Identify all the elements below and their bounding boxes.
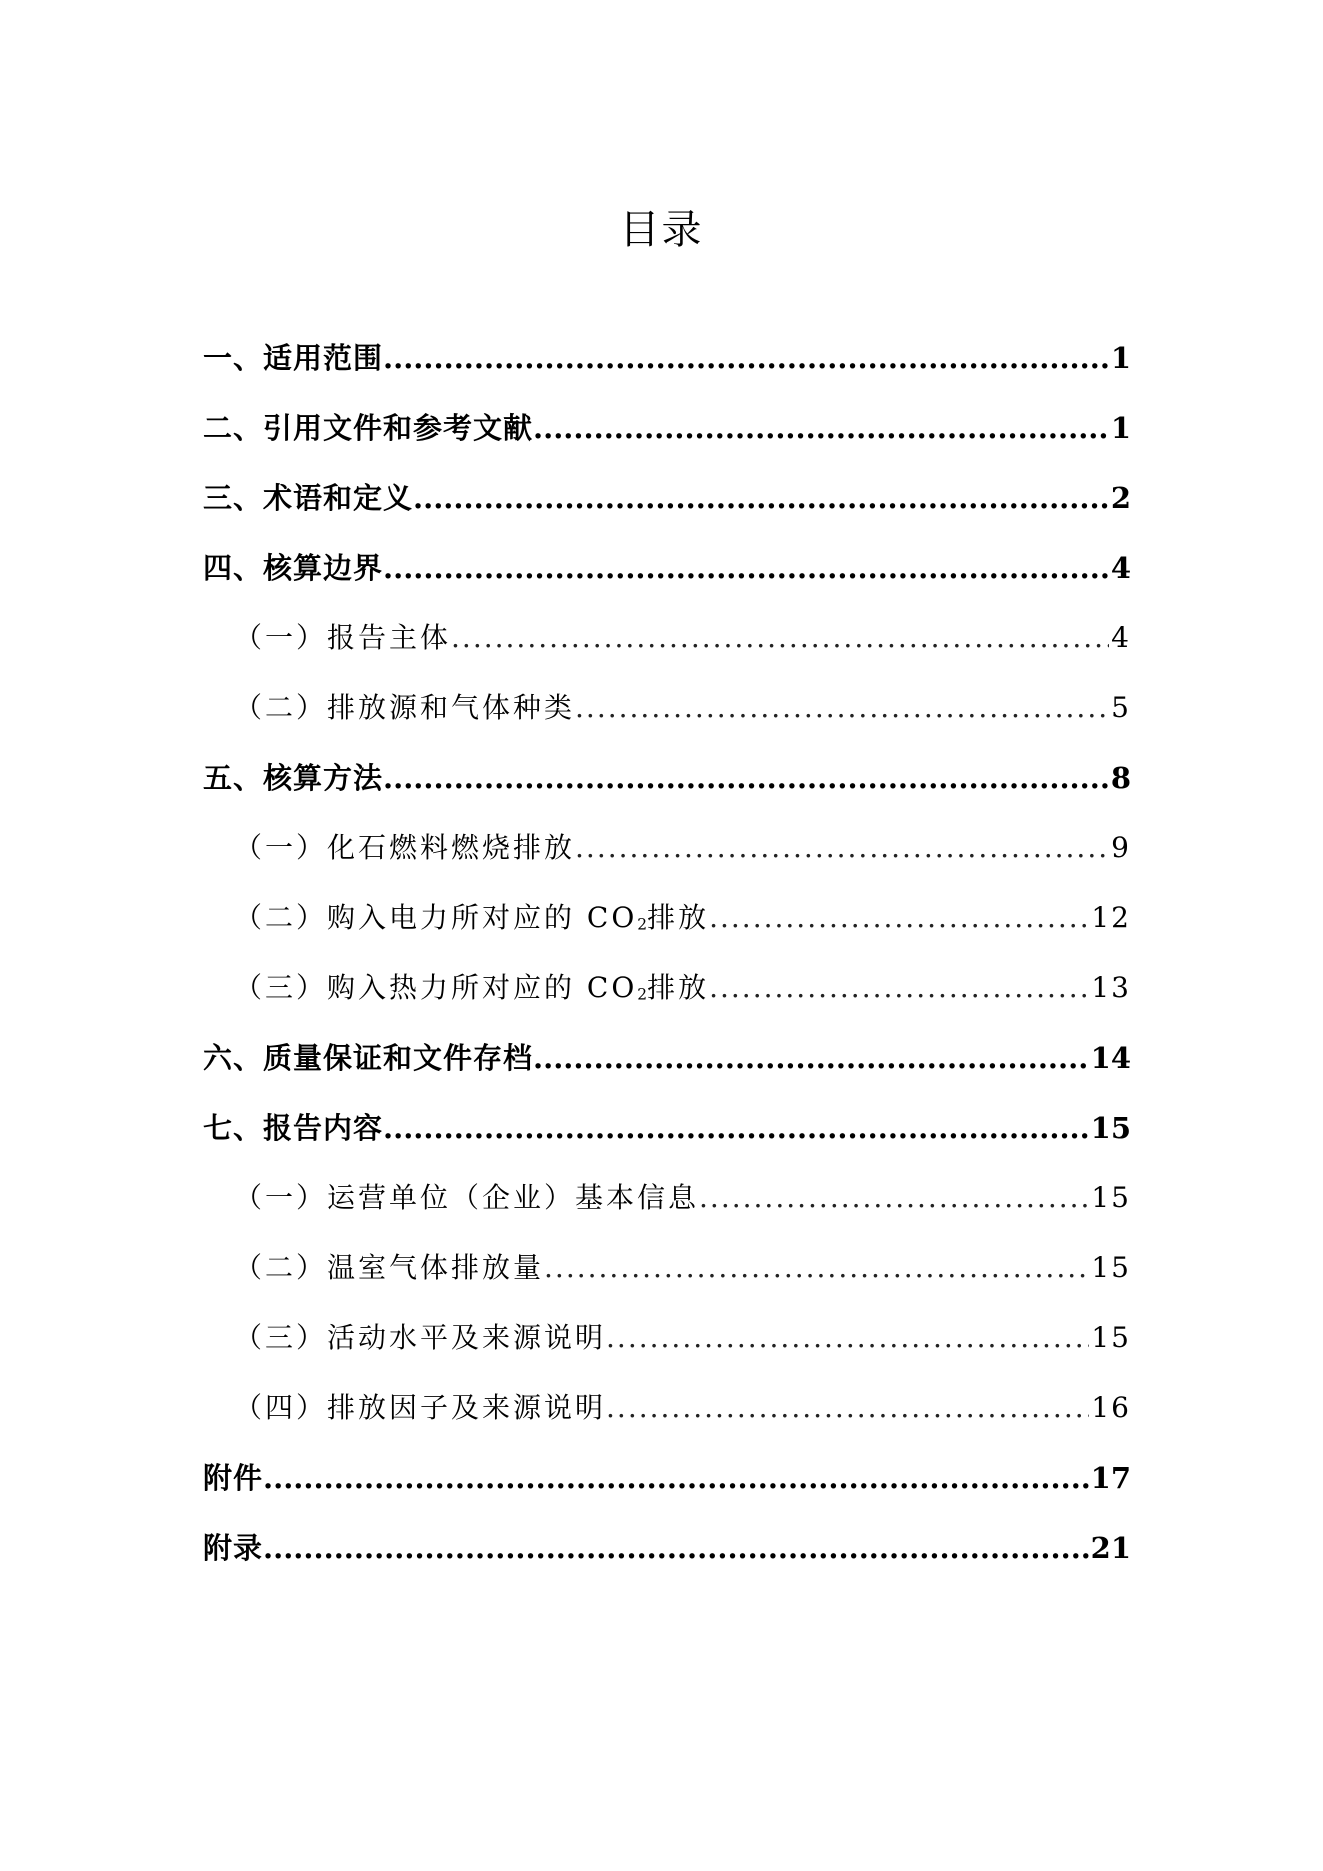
toc-page-number: 15 — [1091, 1251, 1131, 1284]
toc-dot-leader — [606, 1303, 1089, 1373]
toc-page-number: 4 — [1110, 551, 1131, 585]
toc-entry-report-content[interactable] — [203, 1093, 1131, 1163]
toc-entry-ghg-emissions[interactable] — [203, 1233, 1131, 1303]
toc-dot-leader — [575, 673, 1109, 743]
toc-entry-label: （二）温室气体排放量 — [234, 1251, 545, 1284]
toc-entry-label: （一）运营单位（企业）基本信息 — [234, 1181, 700, 1214]
toc-entry-attachments[interactable] — [203, 1443, 1131, 1513]
toc-entry-label: （一）化石燃料燃烧排放 — [234, 831, 576, 864]
toc-page-number: 1 — [1110, 341, 1131, 375]
toc-entry-reporting-entity[interactable] — [203, 603, 1131, 673]
toc-entry-label: 附录 — [203, 1531, 264, 1565]
toc-page-number: 9 — [1111, 831, 1131, 864]
toc-dot-leader — [533, 1023, 1089, 1093]
page-title: 目录 — [619, 207, 704, 253]
toc-entry-label: （四）排放因子及来源说明 — [234, 1391, 607, 1424]
toc-entry-label: （三）活动水平及来源说明 — [234, 1321, 607, 1354]
table-of-contents — [203, 323, 1131, 1583]
toc-page-number: 2 — [1110, 481, 1131, 515]
toc-dot-leader — [383, 533, 1109, 603]
toc-page-number: 8 — [1110, 761, 1131, 795]
toc-label-subscript: 2 — [637, 985, 648, 1004]
toc-entry-emission-factors[interactable] — [203, 1373, 1131, 1443]
toc-dot-leader — [383, 743, 1109, 813]
toc-label-suffix: 排放 — [647, 901, 710, 934]
toc-entry-label — [234, 883, 709, 959]
toc-entry-label: （一）报告主体 — [234, 621, 452, 654]
toc-entry-activity-level[interactable] — [203, 1303, 1131, 1373]
toc-dot-leader — [709, 883, 1089, 953]
toc-page-number: 16 — [1091, 1391, 1131, 1424]
toc-page-number: 4 — [1111, 621, 1131, 654]
toc-entry-label: 七、报告内容 — [203, 1111, 384, 1145]
toc-label-prefix: （二）购入电力所对应的 CO — [234, 901, 638, 934]
toc-entry-purchased-electricity[interactable] — [203, 883, 1131, 953]
toc-entry-references[interactable] — [203, 393, 1131, 463]
toc-entry-scope[interactable] — [203, 323, 1131, 393]
toc-entry-label: 三、术语和定义 — [203, 481, 414, 515]
toc-entry-appendix[interactable] — [203, 1513, 1131, 1583]
toc-page-number: 12 — [1091, 901, 1131, 934]
toc-entry-label: 二、引用文件和参考文献 — [203, 411, 534, 445]
toc-entry-basic-info[interactable] — [203, 1163, 1131, 1233]
toc-entry-label: 一、适用范围 — [203, 341, 384, 375]
toc-dot-leader — [606, 1373, 1089, 1443]
toc-dot-leader — [383, 323, 1109, 393]
toc-entry-boundary[interactable] — [203, 533, 1131, 603]
toc-entry-label — [234, 953, 709, 1029]
toc-page-number: 15 — [1091, 1181, 1131, 1214]
toc-page-number: 17 — [1090, 1461, 1131, 1495]
toc-page-number: 5 — [1111, 691, 1131, 724]
toc-entry-label: 五、核算方法 — [203, 761, 384, 795]
toc-dot-leader — [413, 463, 1109, 533]
toc-entry-fossil-fuel[interactable] — [203, 813, 1131, 883]
toc-label-suffix: 排放 — [647, 971, 710, 1004]
toc-page-number: 1 — [1110, 411, 1131, 445]
toc-page-number: 13 — [1091, 971, 1131, 1004]
toc-page-number: 14 — [1090, 1041, 1131, 1075]
toc-dot-leader — [544, 1233, 1089, 1303]
toc-entry-quality-assurance[interactable] — [203, 1023, 1131, 1093]
toc-page-number: 21 — [1090, 1531, 1131, 1565]
toc-dot-leader — [263, 1443, 1089, 1513]
toc-entry-label: （二）排放源和气体种类 — [234, 691, 576, 724]
toc-entry-emission-sources[interactable] — [203, 673, 1131, 743]
toc-dot-leader — [699, 1163, 1089, 1233]
toc-dot-leader — [383, 1093, 1089, 1163]
toc-dot-leader — [451, 603, 1109, 673]
toc-entry-terms[interactable] — [203, 463, 1131, 533]
toc-entry-purchased-heat[interactable] — [203, 953, 1131, 1023]
toc-dot-leader — [575, 813, 1109, 883]
toc-dot-leader — [533, 393, 1109, 463]
toc-entry-label: 附件 — [203, 1461, 264, 1495]
toc-dot-leader — [263, 1513, 1089, 1583]
toc-entry-label: 四、核算边界 — [203, 551, 384, 585]
toc-page-number: 15 — [1090, 1111, 1131, 1145]
toc-page-number: 15 — [1091, 1321, 1131, 1354]
toc-label-prefix: （三）购入热力所对应的 CO — [234, 971, 638, 1004]
toc-entry-methods[interactable] — [203, 743, 1131, 813]
toc-label-subscript: 2 — [637, 915, 648, 934]
toc-entry-label: 六、质量保证和文件存档 — [203, 1041, 534, 1075]
toc-dot-leader — [709, 953, 1089, 1023]
